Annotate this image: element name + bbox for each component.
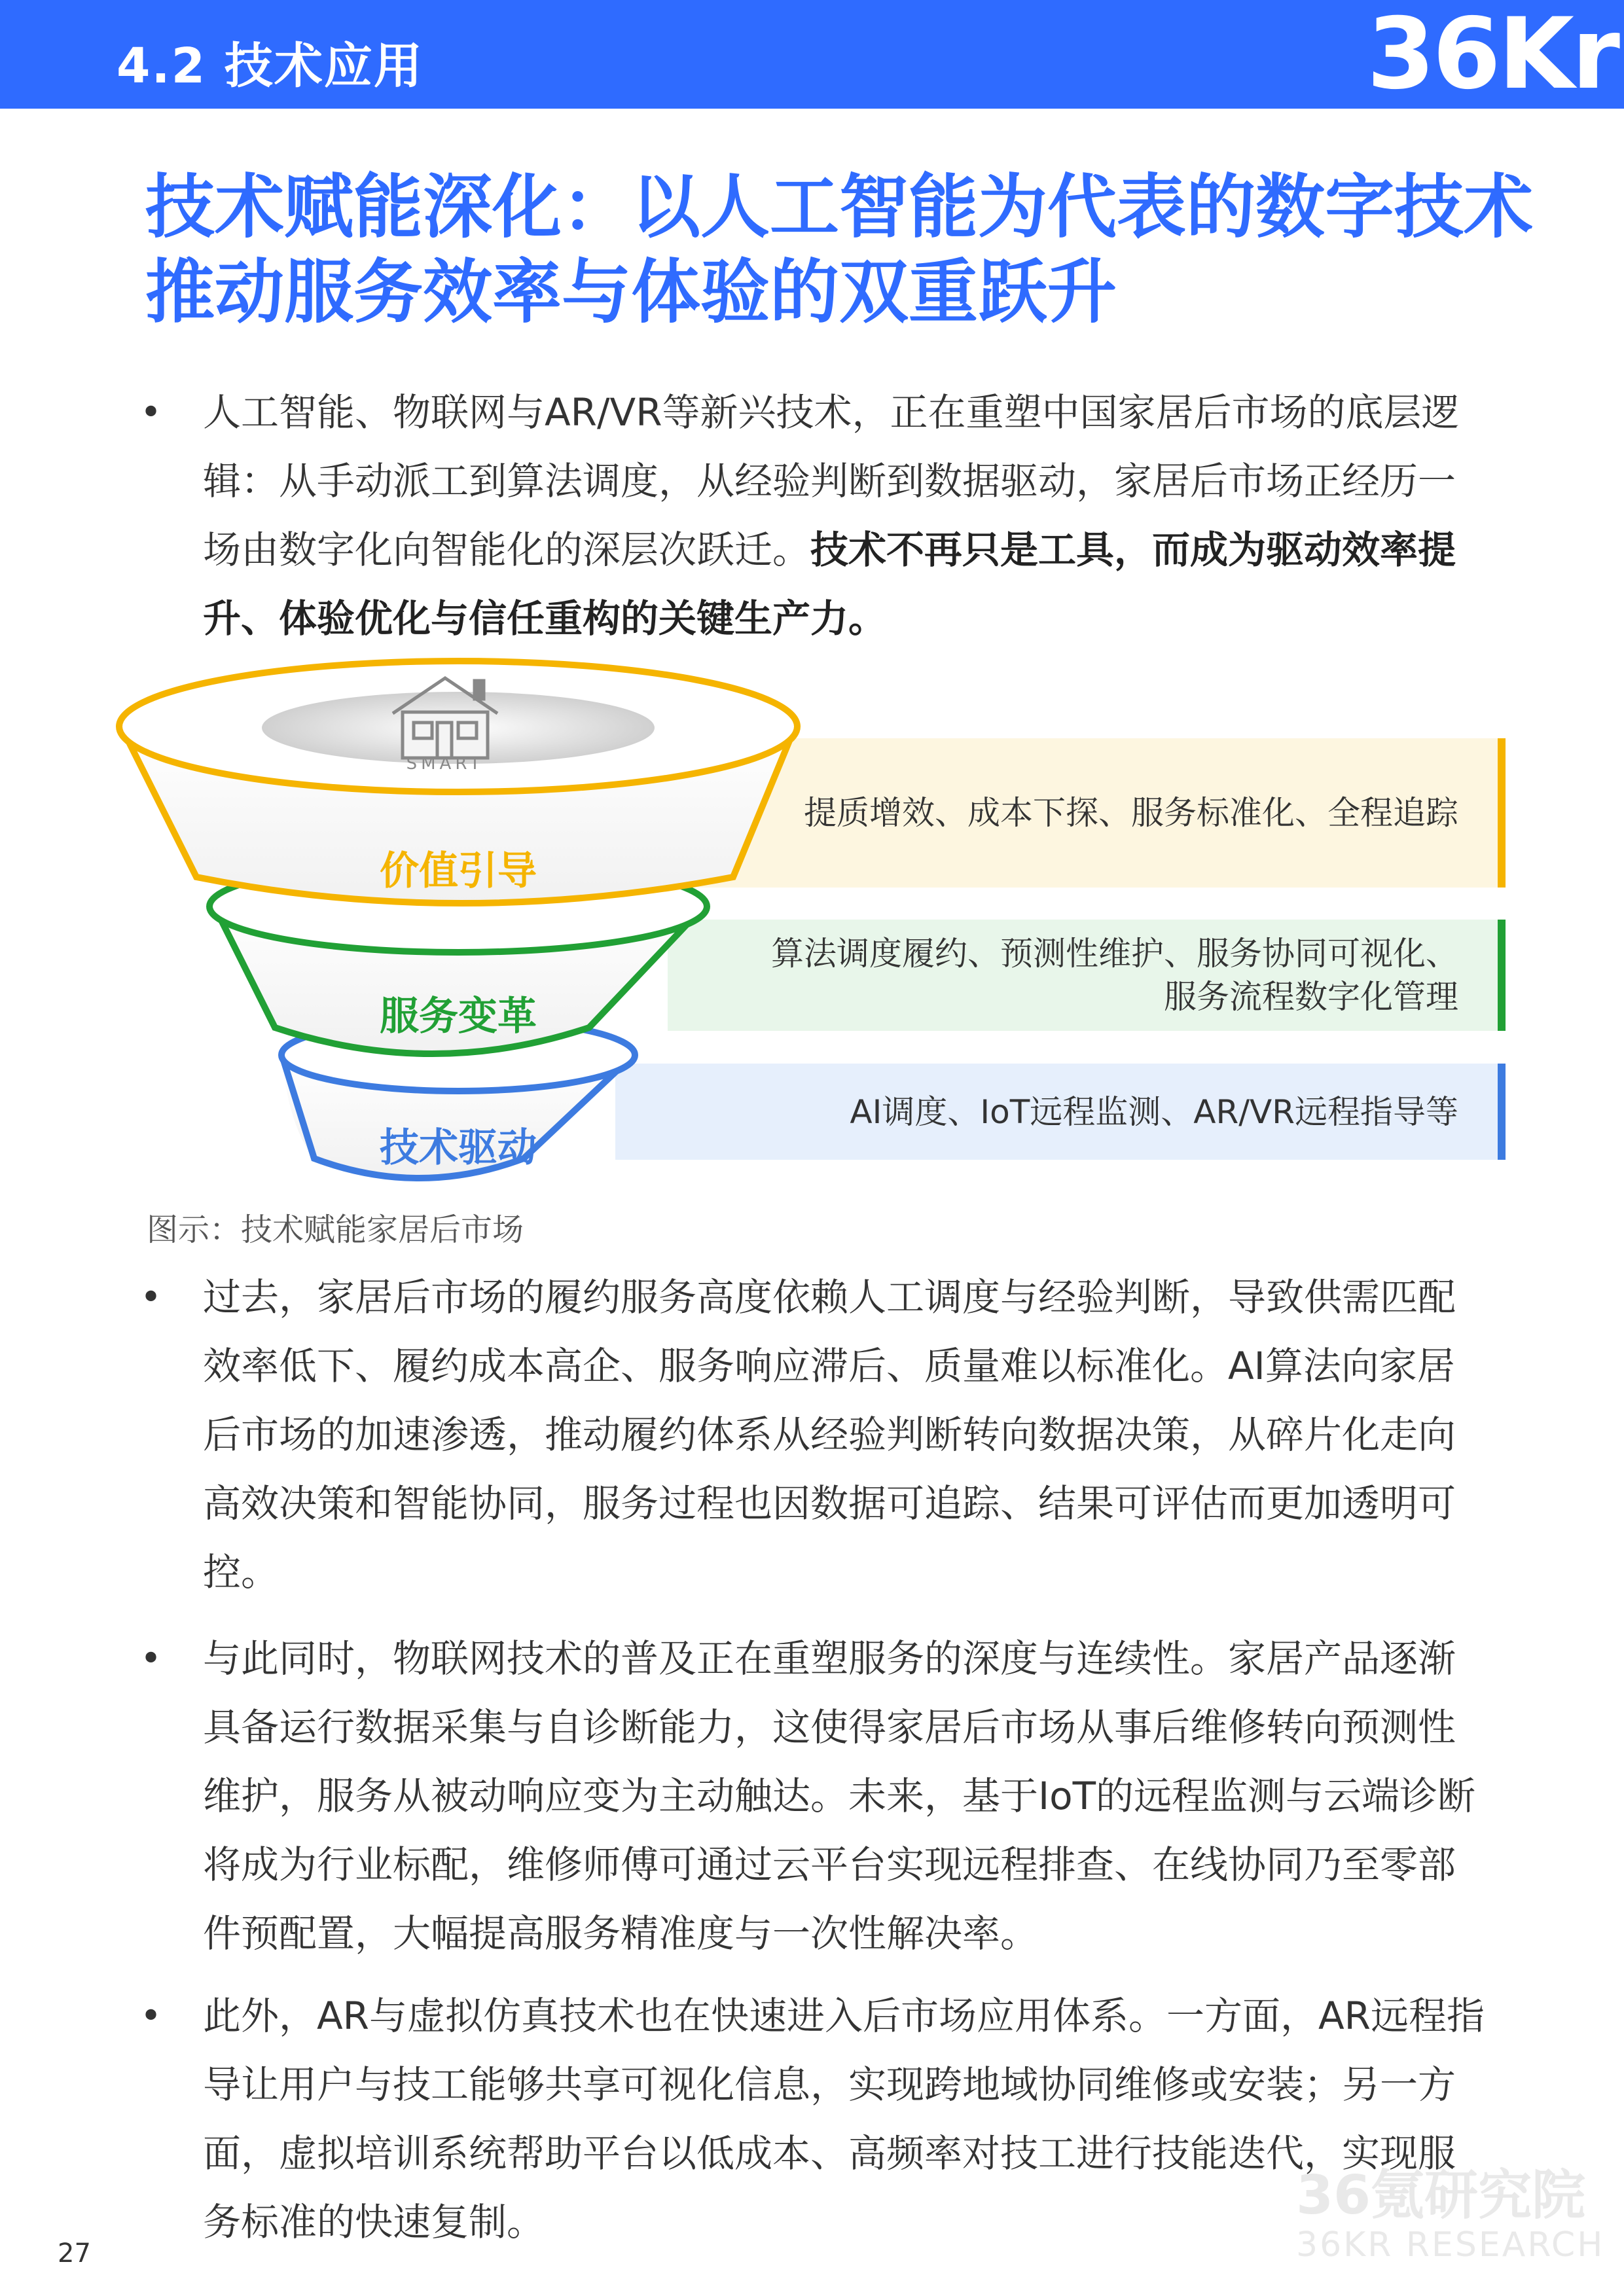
paragraph-3 bbox=[140, 1982, 1489, 2257]
bullet-icon: • bbox=[140, 1995, 162, 2037]
smart-house-text: SMART bbox=[406, 754, 484, 774]
watermark-line-2: 36KR RESEARCH bbox=[1296, 2225, 1605, 2265]
watermark bbox=[1296, 2166, 1604, 2265]
level-label-tech: 技术驱动 bbox=[380, 1125, 537, 1171]
bullet-icon: • bbox=[140, 1638, 162, 1680]
brand-logo: 36Kr bbox=[1367, 0, 1617, 111]
paragraph-text: 与此同时，物联网技术的普及正在重塑服务的深度与连续性。家居产品逐渐具备运行数据采集与自诊断能力，这使得家居后市场从事后维修转向预测性维护，服务从被动响应变为主动触达。未来，基于IoT的远程监测与云端诊断将成为行业标配，维修师傅可通过云平台实现远程排查、在线协同乃至零部件预配置，大幅提高服务精准度与一次性解决率。 bbox=[203, 1636, 1476, 1956]
bullet-icon: • bbox=[140, 1276, 162, 1319]
paragraph-2 bbox=[140, 1624, 1489, 1968]
level-description-service-2: 服务流程数字化管理 bbox=[1164, 978, 1458, 1016]
page-headline bbox=[145, 165, 1533, 335]
level-label-service: 服务变革 bbox=[380, 994, 537, 1039]
level-description-service-1: 算法调度履约、预测性维护、服务协同可视化、 bbox=[771, 935, 1458, 973]
paragraph-1 bbox=[140, 1263, 1489, 1607]
paragraph-text: 过去，家居后市场的履约服务高度依赖人工调度与经验判断，导致供需匹配效率低下、履约成本高企、服务响应滞后、质量难以标准化。AI算法向家居后市场的加速渗透，推动履约体系从经验判断转向数据决策，从碎片化走向高效决策和智能协同，服务过程也因数据可追踪、结果可评估而更加透明可控。 bbox=[203, 1275, 1456, 1594]
bullet-icon: • bbox=[140, 391, 162, 434]
intro-text bbox=[203, 378, 1489, 653]
page-number: 27 bbox=[58, 2238, 91, 2269]
intro-bold: 技术不再只是工具，而成为驱动效率提升、体验优化与信任重构的关键生产力。 bbox=[203, 528, 1456, 641]
paragraph-text: 此外，AR与虚拟仿真技术也在快速进入后市场应用体系。一方面，AR远程指导让用户与技工能够共享可视化信息，实现跨地域协同维修或安装；另一方面，虚拟培训系统帮助平台以低成本、高频率对技工进行技能迭代，实现服务标准的快速复制。 bbox=[203, 1994, 1485, 2244]
watermark-line-1: 36氪研究院 bbox=[1296, 2164, 1586, 2227]
headline-line-2: 推动服务效率与体验的双重跃升 bbox=[145, 252, 1117, 332]
headline-line-1: 技术赋能深化：以人工智能为代表的数字技术 bbox=[145, 167, 1533, 247]
level-description-value: 提质增效、成本下探、服务标准化、全程追踪 bbox=[804, 794, 1458, 832]
header-bar bbox=[0, 0, 1624, 109]
intro-bullet bbox=[140, 378, 1489, 653]
intro-regular: 人工智能、物联网与AR/VR等新兴技术，正在重塑中国家居后市场的底层逻辑：从手动派工到算法调度，从经验判断到数据驱动，家居后市场正经历一场由数字化向智能化的深层次跃迁。 bbox=[203, 390, 1460, 572]
section-label: 4.2 技术应用 bbox=[117, 38, 424, 94]
level-description-tech: AI调度、IoT远程监测、AR/VR远程指导等 bbox=[850, 1092, 1458, 1131]
funnel-diagram bbox=[105, 655, 1506, 1198]
level-label-value: 价值引导 bbox=[380, 848, 537, 894]
diagram-caption: 图示：技术赋能家居后市场 bbox=[147, 1211, 524, 1248]
